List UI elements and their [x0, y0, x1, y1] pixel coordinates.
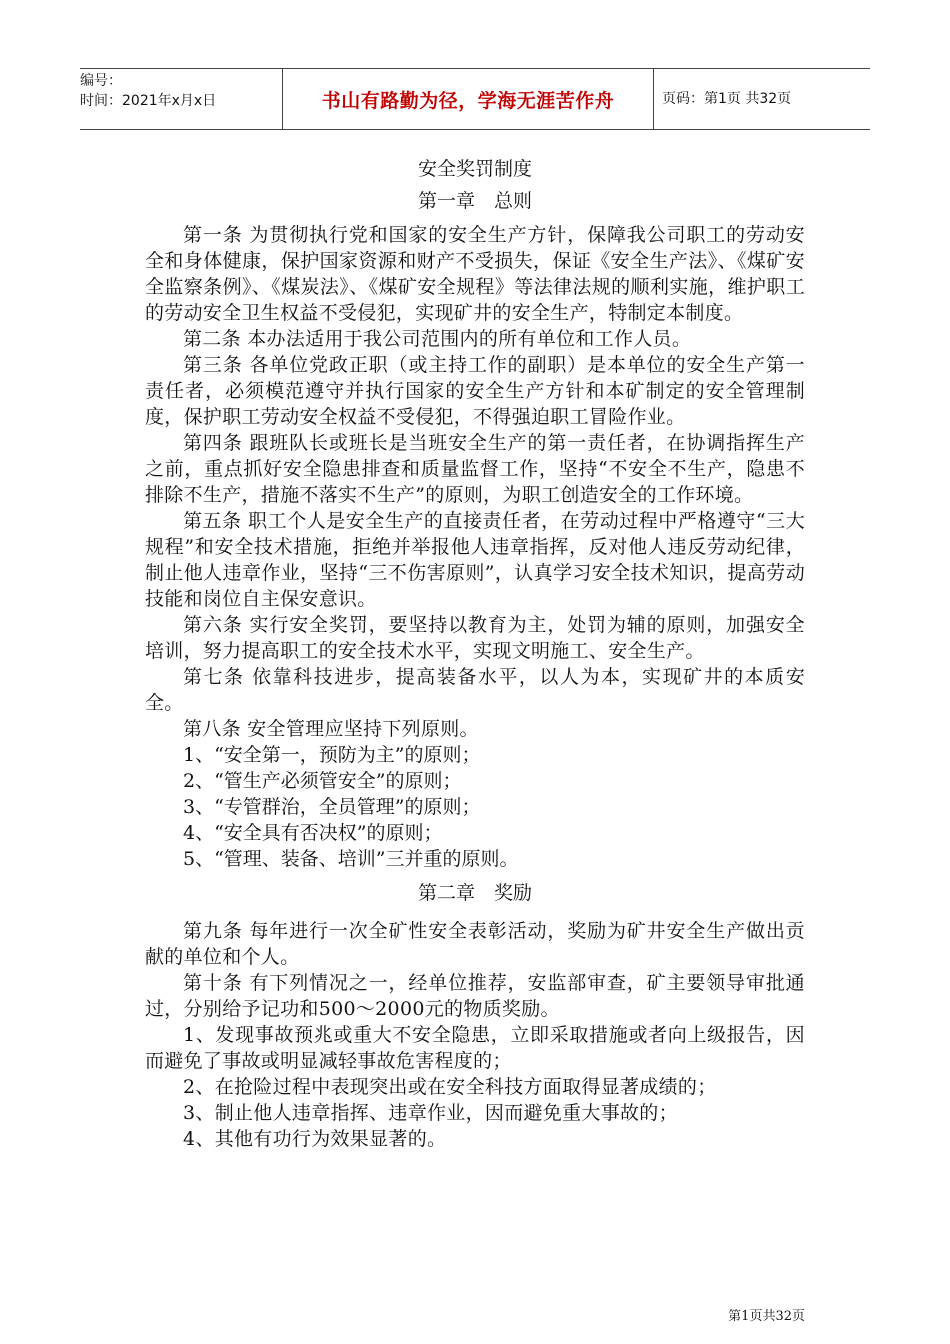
document-date: 时间：2021年x月x日 [80, 93, 217, 109]
header-motto: 书山有路勤为径，学海无涯苦作舟 [321, 90, 615, 112]
article-2: 第二条 本办法适用于我公司范围内的所有单位和工作人员。 [183, 328, 692, 350]
reward-item: 2、在抢险过程中表现突出或在安全科技方面取得显著成绩的； [183, 1076, 717, 1098]
page-header [80, 68, 870, 130]
header-motto-cell [282, 69, 654, 129]
article-5: 第五条 职工个人是安全生产的直接责任者，在劳动过程中严格遵守“三大规程”和安全技术措施，拒绝并举报他人违章指挥，反对他人违反劳动纪律，制止他人违章作业，坚持“三不伤害原则”，认真学习安全技术知识，提高劳动技能和岗位自主保安意识。 [145, 510, 805, 610]
document-body [145, 152, 805, 1152]
page-footer: 第1页共32页 [728, 1309, 805, 1324]
header-meta [80, 69, 280, 129]
chapter-heading-1: 第一章 总则 [417, 190, 532, 212]
principle-item: 3、“专管群治，全员管理”的原则； [183, 796, 481, 818]
principle-item: 4、“安全具有否决权”的原则； [183, 822, 443, 844]
reward-item: 1、发现事故预兆或重大不安全隐患，立即采取措施或者向上级报告，因而避免了事故或明显减轻事故危害程度的； [145, 1024, 805, 1072]
principle-item: 5、“管理、装备、培训”三并重的原则。 [183, 848, 519, 870]
article-8: 第八条 安全管理应坚持下列原则。 [183, 718, 479, 740]
article-1: 第一条 为贯彻执行党和国家的安全生产方针，保障我公司职工的劳动安全和身体健康，保护国家资源和财产不受损失，保证《安全生产法》、《煤矿安全监察条例》、《煤炭法》、《煤矿安全规程》等法律法规的顺利实施，维护职工的劳动安全卫生权益不受侵犯，实现矿井的安全生产，特制定本制度。 [145, 224, 805, 324]
chapter-heading-2: 第二章 奖励 [417, 882, 532, 904]
principle-item: 1、“安全第一，预防为主”的原则； [183, 744, 481, 766]
header-page-info: 页码：第1页 共32页 [662, 91, 792, 107]
reward-item: 3、制止他人违章指挥、违章作业，因而避免重大事故的； [183, 1102, 678, 1124]
document-number-label: 编号： [80, 73, 122, 89]
article-3: 第三条 各单位党政正职（或主持工作的副职）是本单位的安全生产第一责任者，必须模范遵守并执行国家的安全生产方针和本矿制定的安全管理制度，保护职工劳动安全权益不受侵犯，不得强迫职工冒险作业。 [145, 354, 805, 428]
reward-item: 4、其他有功行为效果显著的。 [183, 1128, 447, 1150]
article-4: 第四条 跟班队长或班长是当班安全生产的第一责任者，在协调指挥生产之前，重点抓好安全隐患排查和质量监督工作，坚持“不安全不生产，隐患不排除不生产，措施不落实不生产”的原则，为职工创造安全的工作环境。 [145, 432, 805, 506]
document-title: 安全奖罚制度 [417, 158, 532, 180]
principle-item: 2、“管生产必须管安全”的原则； [183, 770, 462, 792]
article-6: 第六条 实行安全奖罚，要坚持以教育为主，处罚为辅的原则，加强安全培训，努力提高职工的安全技术水平，实现文明施工、安全生产。 [145, 614, 805, 662]
article-10: 第十条 有下列情况之一，经单位推荐，安监部审查，矿主要领导审批通过，分别给予记功和500～2000元的物质奖励。 [145, 972, 805, 1020]
article-9: 第九条 每年进行一次全矿性安全表彰活动，奖励为矿井安全生产做出贡献的单位和个人。 [145, 920, 805, 968]
article-7: 第七条 依靠科技进步，提高装备水平，以人为本，实现矿井的本质安全。 [145, 666, 805, 714]
